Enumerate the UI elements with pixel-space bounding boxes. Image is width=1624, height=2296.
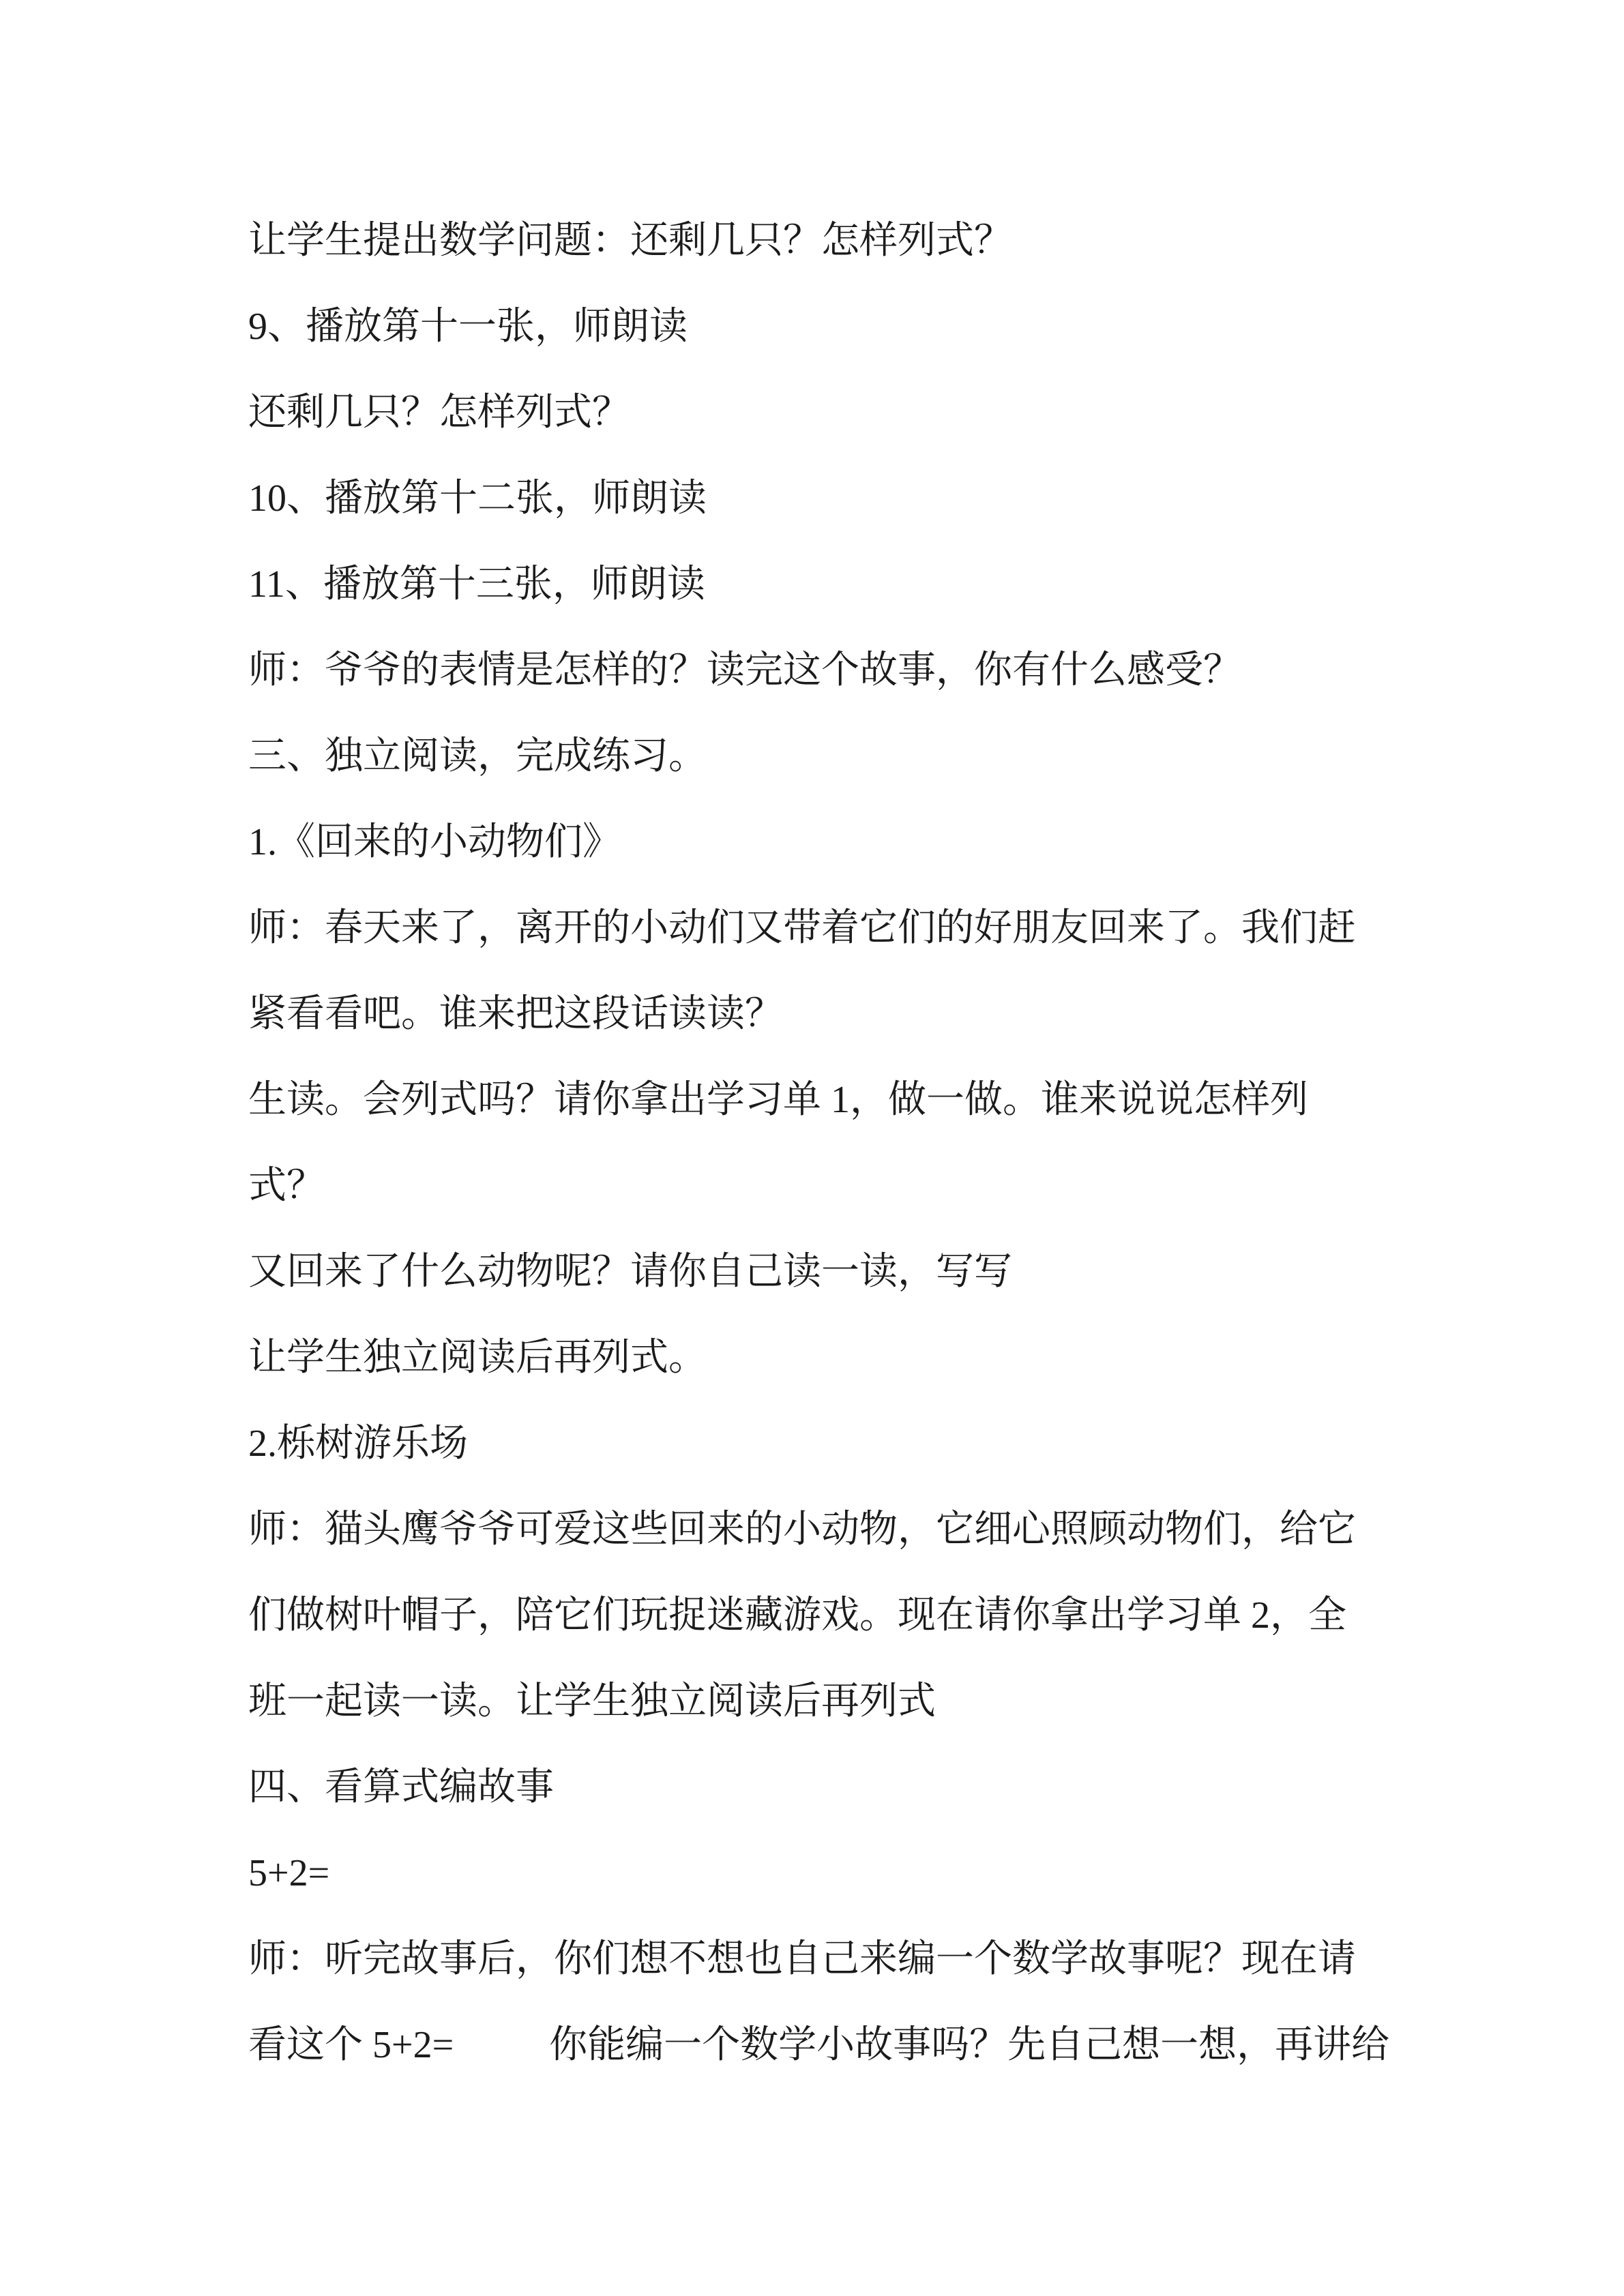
subsection-heading: 2.栎树游乐场	[248, 1422, 468, 1465]
teacher-line: 师：春天来了，离开的小动们又带着它们的好朋友回来了。我们赶	[248, 907, 1356, 949]
text-line: 们做树叶帽子，陪它们玩捉迷藏游戏。现在请你拿出学习单 2，全	[248, 1594, 1346, 1637]
text-line-final-start: 看这个 5+2=	[248, 2024, 454, 2066]
text-line: 让学生独立阅读后再列式。	[248, 1337, 707, 1379]
step-heading: 9、播放第十一张，师朗读	[248, 305, 688, 348]
teacher-line: 师：猫头鹰爷爷可爱这些回来的小动物，它细心照顾动物们，给它	[248, 1508, 1356, 1551]
text-line: 让学生提出数学问题：还剩几只？怎样列式？	[248, 220, 1012, 262]
text-line: 班一起读一读。让学生独立阅读后再列式	[248, 1680, 936, 1723]
text-line: 紧看看吧。谁来把这段话读读？	[248, 993, 783, 1035]
text-line: 生读。会列式吗？请你拿出学习单 1，做一做。谁来说说怎样列	[248, 1079, 1308, 1121]
teacher-line: 师：爷爷的表情是怎样的？读完这个故事，你有什么感受？	[248, 649, 1241, 691]
text-line: 又回来了什么动物呢？请你自己读一读，写写	[248, 1251, 1012, 1293]
equation-line: 5+2=	[248, 1852, 330, 1894]
text-line-final-end: 你能编一个数学小故事吗？先自己想一想，再讲给	[549, 2024, 1390, 2066]
section-heading: 三、独立阅读，完成练习。	[248, 735, 707, 777]
subsection-heading: 1.《回来的小动物们》	[248, 821, 621, 863]
step-heading: 11、播放第十三张，师朗读	[248, 563, 705, 606]
text-line: 式？	[248, 1165, 325, 1207]
text-line-final	[248, 2002, 1419, 2088]
teacher-line: 师：听完故事后，你们想不想也自己来编一个数学故事呢？现在请	[248, 1938, 1356, 1980]
step-heading: 10、播放第十二张，师朗读	[248, 477, 707, 520]
section-heading: 四、看算式编故事	[248, 1766, 554, 1808]
text-line: 还剩几只？怎样列式？	[248, 391, 630, 434]
